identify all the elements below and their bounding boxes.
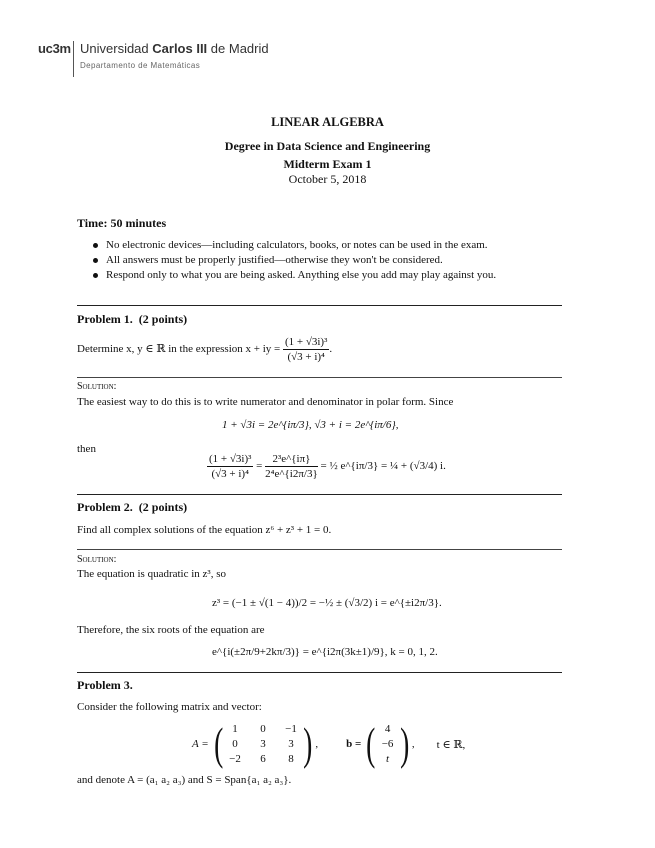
divider — [77, 377, 562, 378]
problem-1-fraction: $\frac{\text{(1 + √3i)³}}{\text{(√3 + i)⁴}}$ — [284, 335, 328, 363]
t-domain: t ∈ ℝ, — [436, 738, 466, 751]
department-name: Departamento de Matemáticas — [80, 61, 201, 70]
problem-3-statement: Consider the following matrix and vector: — [77, 701, 262, 713]
solution-label: Solution: — [77, 554, 117, 565]
divider — [77, 672, 562, 673]
matrix-a: 1 0 −1 0 3 3 −2 6 8 — [229, 722, 297, 765]
uc3m-logo-text: uc3m — [38, 41, 71, 56]
instructions-list — [93, 238, 496, 283]
solution-2-eq1: z³ = (−1 ± √(1 − 4))/2 = −½ ± (√3/2) i = e^{±i2π/3}. — [212, 597, 442, 609]
time-limit: Time: 50 minutes — [77, 216, 167, 230]
matrix-a-label: A = — [192, 738, 209, 750]
divider — [77, 494, 562, 495]
solution-2-eq2: e^{i(±2π/9+2kπ/3)} = e^{i2π(3k±1)/9}, k = 0, 1, 2. — [212, 646, 438, 658]
vector-b-label: b = — [346, 738, 362, 750]
instruction-item: Respond only to what you are being asked. Anything else you add may play against you. — [93, 268, 496, 283]
problem-3-heading: Problem 3. — [77, 678, 133, 692]
exam-date: October 5, 2018 — [288, 172, 367, 186]
university-name: Universidad Carlos III de Madrid — [80, 41, 269, 56]
vector-b: 4 −6 t — [381, 722, 394, 765]
logo-divider — [73, 41, 74, 77]
degree-title: Degree in Data Science and Engineering — [224, 139, 431, 153]
solution-2-therefore: Therefore, the six roots of the equation are — [77, 624, 265, 636]
course-title: LINEAR ALGEBRA — [271, 115, 384, 129]
instruction-item: No electronic devices—including calculators, books, or notes can be used in the exam. — [93, 238, 496, 253]
solution-label: Solution: — [77, 381, 117, 392]
matrix-equation: A = ( 1 0 −1 0 3 3 −2 6 8 ) , b = ( 4 −6 t ) , t ∈ ℝ, — [192, 718, 466, 769]
exam-title: Midterm Exam 1 — [283, 157, 372, 171]
problem-3-denote: and denote A = (a₁ a₂ a₃) and S = Span{a₁ a₂ a₃}. — [77, 774, 292, 786]
university-logo — [38, 41, 71, 56]
solution-1-eq1: 1 + √3i = 2e^{iπ/3}, √3 + i = 2e^{iπ/6}, — [222, 419, 399, 431]
problem-2-statement: Find all complex solutions of the equation z⁶ + z³ + 1 = 0. — [77, 524, 332, 536]
problem-1-statement: Determine x, y ∈ ℝ in the expression x + iy = $\frac{\text{(1 + √3i)³}}{\text{(√3 + i)⁴}}$ . — [77, 335, 333, 363]
solution-2-text: The equation is quadratic in z³, so — [77, 568, 227, 580]
solution-1-eq2: $\frac{\text{(1 + √3i)³}}{\text{(√3 + i)⁴}}$ = $\frac{\text{2³e\textasciicircum{}\{iπ\}}}{\text{2⁴e\textasciicircum{}\{i2π/3\}}}$ = ½ e^{iπ/3} = ¼ + (√3/4) i. — [209, 453, 446, 480]
solution-1-text: The easiest way to do this is to write numerator and denominator in polar form. Since — [77, 396, 454, 408]
solution-1-then: then — [77, 443, 96, 455]
divider — [77, 305, 562, 306]
problem-1-heading: Problem 1. (2 points) — [77, 312, 188, 326]
divider — [77, 549, 562, 550]
instruction-item: All answers must be properly justified—otherwise they won't be considered. — [93, 253, 496, 268]
problem-2-heading: Problem 2. (2 points) — [77, 500, 188, 514]
